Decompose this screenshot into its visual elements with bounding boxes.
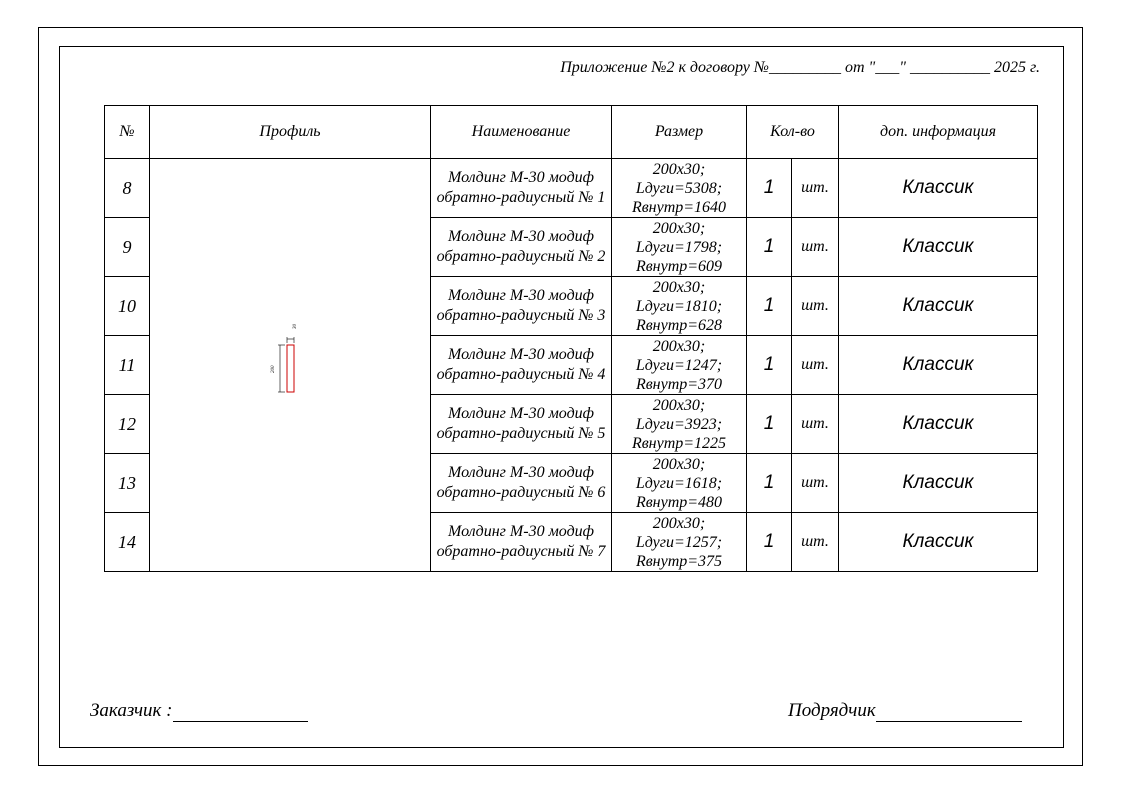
customer-signature-line xyxy=(173,703,308,722)
col-header-qty: Кол-во xyxy=(747,106,839,159)
profile-drawing xyxy=(260,323,320,403)
size-dims: 200х30; xyxy=(652,278,706,296)
row-info: Классик xyxy=(839,336,1038,395)
customer-label: Заказчик : xyxy=(90,700,173,721)
size-dims: 200х30; xyxy=(652,396,706,414)
size-dims: 200х30; xyxy=(652,514,706,532)
row-num: 10 xyxy=(105,277,150,336)
size-arc: Lдуги=5308; xyxy=(635,179,723,197)
table-row xyxy=(105,159,1038,218)
profile-section xyxy=(287,345,294,392)
size-radius: Rвнутр=480 xyxy=(635,493,723,511)
row-qty: 1 xyxy=(747,159,792,218)
row-name: Молдинг М-30 модиф обратно-радиусный № 2 xyxy=(431,218,612,277)
row-qty: 1 xyxy=(747,218,792,277)
row-size xyxy=(612,277,747,336)
row-size xyxy=(612,218,747,277)
customer-signature xyxy=(90,700,308,722)
row-info: Классик xyxy=(839,454,1038,513)
size-radius: Rвнутр=1225 xyxy=(631,434,727,452)
size-radius: Rвнутр=628 xyxy=(635,316,723,334)
row-unit: шт. xyxy=(792,395,839,454)
row-size xyxy=(612,513,747,572)
row-num: 11 xyxy=(105,336,150,395)
row-num: 14 xyxy=(105,513,150,572)
size-dims: 200х30; xyxy=(652,455,706,473)
size-arc: Lдуги=1810; xyxy=(635,297,723,315)
row-name: Молдинг М-30 модиф обратно-радиусный № 5 xyxy=(431,395,612,454)
row-info: Классик xyxy=(839,159,1038,218)
row-info: Классик xyxy=(839,277,1038,336)
col-header-size: Размер xyxy=(612,106,747,159)
size-dims: 200х30; xyxy=(652,219,706,237)
size-dims: 200х30; xyxy=(652,337,706,355)
row-size xyxy=(612,159,747,218)
size-radius: Rвнутр=375 xyxy=(635,552,723,570)
row-unit: шт. xyxy=(792,218,839,277)
row-unit: шт. xyxy=(792,159,839,218)
row-qty: 1 xyxy=(747,277,792,336)
dim-height-label: 200 xyxy=(271,365,276,373)
table-header-row xyxy=(105,106,1038,159)
size-radius: Rвнутр=609 xyxy=(635,257,723,275)
row-name: Молдинг М-30 модиф обратно-радиусный № 7 xyxy=(431,513,612,572)
row-info: Классик xyxy=(839,395,1038,454)
size-radius: Rвнутр=370 xyxy=(635,375,723,393)
row-size xyxy=(612,336,747,395)
dim-width-label: 30 xyxy=(293,323,298,329)
row-info: Классик xyxy=(839,218,1038,277)
row-num: 13 xyxy=(105,454,150,513)
row-num: 8 xyxy=(105,159,150,218)
row-name: Молдинг М-30 модиф обратно-радиусный № 4 xyxy=(431,336,612,395)
row-name: Молдинг М-30 модиф обратно-радиусный № 3 xyxy=(431,277,612,336)
row-unit: шт. xyxy=(792,513,839,572)
row-unit: шт. xyxy=(792,277,839,336)
profile-cell xyxy=(150,159,431,572)
size-arc: Lдуги=1247; xyxy=(635,356,723,374)
row-info: Классик xyxy=(839,513,1038,572)
row-qty: 1 xyxy=(747,395,792,454)
size-dims: 200х30; xyxy=(652,160,706,178)
col-header-name: Наименование xyxy=(431,106,612,159)
row-qty: 1 xyxy=(747,454,792,513)
col-header-info: доп. информация xyxy=(839,106,1038,159)
contractor-signature-line xyxy=(876,703,1022,722)
row-qty: 1 xyxy=(747,513,792,572)
row-num: 9 xyxy=(105,218,150,277)
size-arc: Lдуги=3923; xyxy=(635,415,723,433)
row-qty: 1 xyxy=(747,336,792,395)
contractor-signature xyxy=(788,700,1022,722)
row-unit: шт. xyxy=(792,454,839,513)
spec-table xyxy=(104,105,1038,572)
row-unit: шт. xyxy=(792,336,839,395)
size-arc: Lдуги=1618; xyxy=(635,474,723,492)
size-radius: Rвнутр=1640 xyxy=(631,198,727,216)
col-header-profile: Профиль xyxy=(150,106,431,159)
col-header-num: № xyxy=(105,106,150,159)
row-name: Молдинг М-30 модиф обратно-радиусный № 1 xyxy=(431,159,612,218)
row-num: 12 xyxy=(105,395,150,454)
row-size xyxy=(612,395,747,454)
row-size xyxy=(612,454,747,513)
size-arc: Lдуги=1798; xyxy=(635,238,723,256)
appendix-title: Приложение №2 к договору №_________ от "___" __________ 2025 г. xyxy=(560,59,1040,76)
row-name: Молдинг М-30 модиф обратно-радиусный № 6 xyxy=(431,454,612,513)
contractor-label: Подрядчик xyxy=(788,700,876,721)
size-arc: Lдуги=1257; xyxy=(635,533,723,551)
